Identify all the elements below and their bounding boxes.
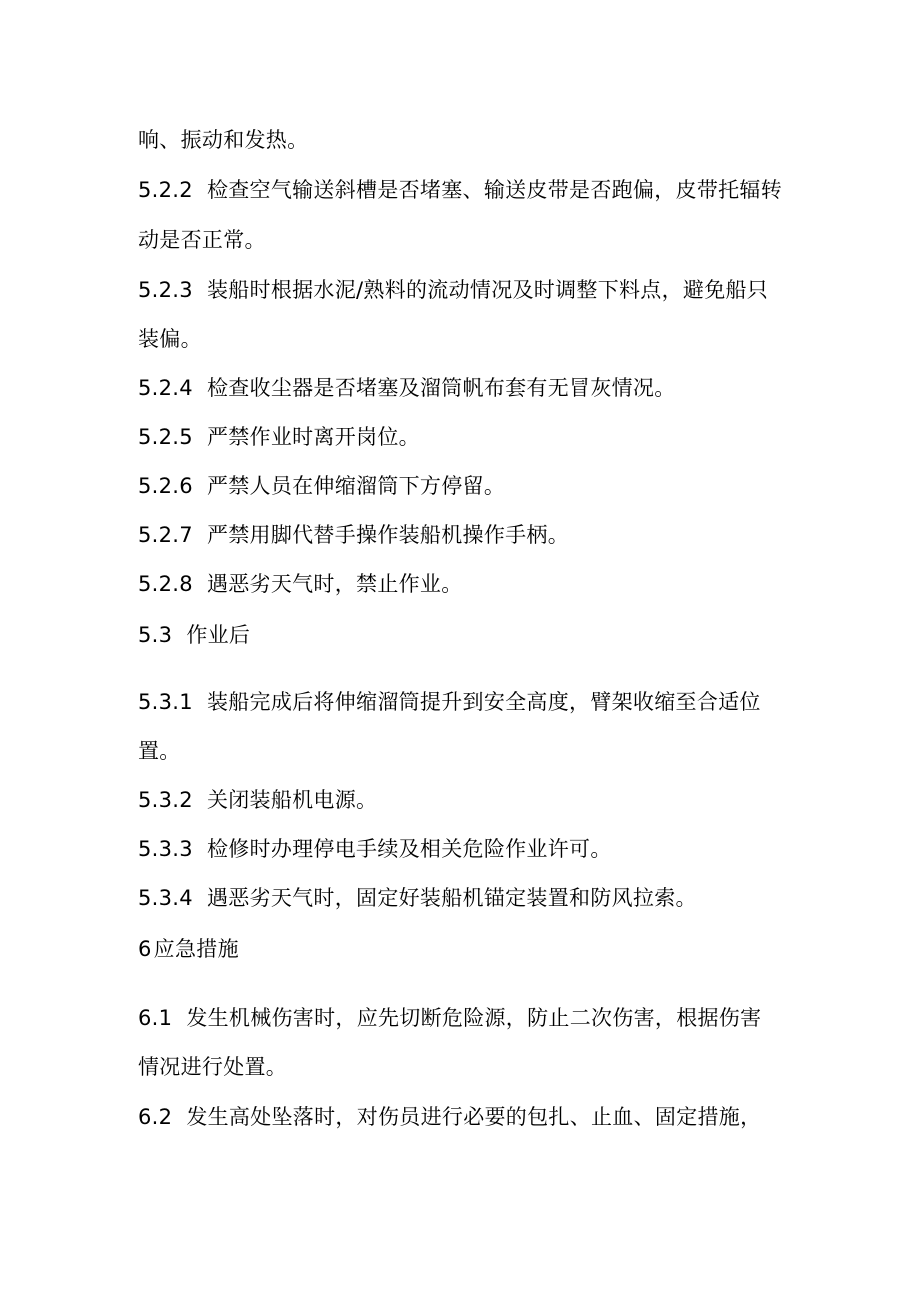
clause-text: 检查空气输送斜槽是否堵塞、输送皮带是否跑偏，皮带托辐转 bbox=[206, 178, 783, 202]
clause-number: 5.3.2 bbox=[138, 788, 193, 812]
line-text: 动是否正常。 bbox=[138, 228, 266, 252]
clause-text: 装船时根据水泥/熟料的流动情况及时调整下料点，避免船只 bbox=[206, 278, 769, 302]
clause-6-1 bbox=[138, 1004, 761, 1032]
section-number: 6 bbox=[138, 937, 152, 961]
clause-text: 关闭装船机电源。 bbox=[206, 788, 378, 812]
text-line bbox=[138, 325, 202, 353]
clause-6-2 bbox=[138, 1103, 761, 1131]
clause-number: 5.2.8 bbox=[138, 572, 193, 596]
clause-number: 5.3.1 bbox=[138, 690, 193, 714]
line-text: 响、振动和发热。 bbox=[138, 128, 309, 152]
clause-number: 5.3.3 bbox=[138, 837, 193, 861]
clause-5-3-2 bbox=[138, 786, 377, 814]
section-heading-5-3 bbox=[138, 621, 250, 649]
section-heading-6 bbox=[138, 935, 239, 963]
clause-5-2-7 bbox=[138, 521, 569, 549]
clause-text: 严禁作业时离开岗位。 bbox=[206, 425, 420, 449]
clause-5-2-3 bbox=[138, 276, 768, 304]
section-title: 作业后 bbox=[186, 623, 251, 647]
line-text: 装偏。 bbox=[138, 327, 202, 351]
clause-number: 5.2.6 bbox=[138, 474, 193, 498]
line-text: 置。 bbox=[138, 739, 181, 763]
clause-text: 发生高处坠落时，对伤员进行必要的包扎、止血、固定措施， bbox=[186, 1105, 762, 1129]
text-line bbox=[138, 1053, 287, 1081]
clause-text: 检修时办理停电手续及相关危险作业许可。 bbox=[206, 837, 612, 861]
clause-number: 5.2.7 bbox=[138, 523, 193, 547]
text-line bbox=[138, 126, 308, 154]
clause-number: 5.2.2 bbox=[138, 178, 193, 202]
clause-text: 发生机械伤害时，应先切断危险源，防止二次伤害，根据伤害 bbox=[186, 1006, 762, 1030]
clause-number: 6.2 bbox=[138, 1105, 173, 1129]
section-number: 5.3 bbox=[138, 623, 173, 647]
clause-text: 严禁用脚代替手操作装船机操作手柄。 bbox=[206, 523, 570, 547]
clause-number: 5.2.3 bbox=[138, 278, 193, 302]
clause-text: 遇恶劣天气时，固定好装船机锚定装置和防风拉索。 bbox=[206, 886, 697, 910]
section-title: 应急措施 bbox=[153, 937, 239, 961]
clause-5-2-8 bbox=[138, 570, 463, 598]
clause-5-2-4 bbox=[138, 374, 676, 402]
clause-5-2-2 bbox=[138, 176, 782, 204]
clause-number: 5.2.5 bbox=[138, 425, 193, 449]
text-line bbox=[138, 226, 266, 254]
clause-5-3-4 bbox=[138, 884, 697, 912]
clause-number: 5.2.4 bbox=[138, 376, 193, 400]
text-line bbox=[138, 737, 181, 765]
clause-5-2-5 bbox=[138, 423, 420, 451]
clause-text: 遇恶劣天气时，禁止作业。 bbox=[206, 572, 463, 596]
clause-number: 5.3.4 bbox=[138, 886, 193, 910]
clause-text: 严禁人员在伸缩溜筒下方停留。 bbox=[206, 474, 506, 498]
clause-5-2-6 bbox=[138, 472, 505, 500]
clause-5-3-1 bbox=[138, 688, 761, 716]
clause-text: 检查收尘器是否堵塞及溜筒帆布套有无冒灰情况。 bbox=[206, 376, 676, 400]
clause-text: 装船完成后将伸缩溜筒提升到安全高度，臂架收缩至合适位 bbox=[206, 690, 761, 714]
line-text: 情况进行处置。 bbox=[138, 1055, 288, 1079]
clause-5-3-3 bbox=[138, 835, 612, 863]
clause-number: 6.1 bbox=[138, 1006, 173, 1030]
